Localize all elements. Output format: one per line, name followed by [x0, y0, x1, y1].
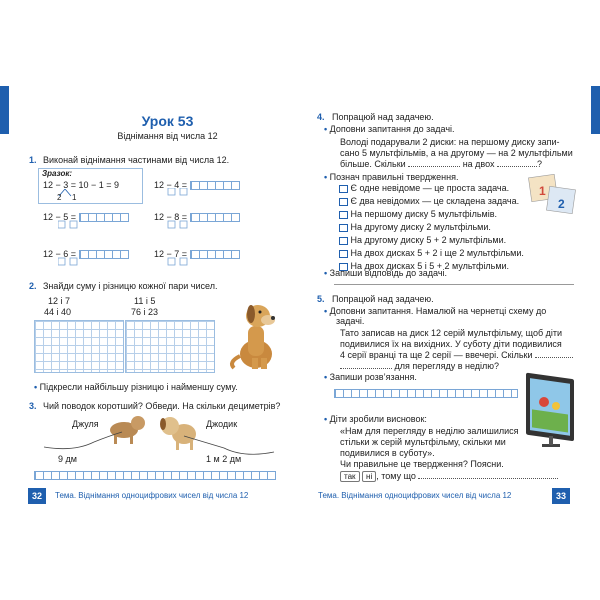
answer-line[interactable] [334, 284, 574, 285]
dog-name-1: Джуля [72, 419, 99, 429]
tv-illustration [522, 368, 578, 454]
left-edge-tab [0, 86, 9, 134]
item-12-5: 12 − 5 = [43, 212, 129, 223]
fill-blank-5[interactable] [418, 478, 558, 479]
sample-split-a: 2 [57, 193, 62, 202]
answer-yes[interactable]: так [340, 471, 360, 482]
statement-row[interactable]: На першому диску 5 мультфільмів. [339, 209, 524, 222]
task-4-bullet-2: • Познач правильні твердження. [324, 172, 459, 182]
task-3-number: 3. [29, 401, 37, 411]
task-5-story-1: Тато записав на диск 12 серій мультфільму, щоб діти [340, 328, 563, 338]
work-grid-left[interactable] [34, 320, 124, 373]
statement-row[interactable]: На другому диску 2 мультфільми. [339, 222, 524, 235]
task-5-story-2: подивилися їх на вихідних. У суботу діти подивилися [340, 339, 562, 349]
fill-blank-2[interactable] [497, 166, 537, 167]
quote-line-2: стільки ж серій мультфільму, скільки ми [340, 437, 506, 447]
fill-blank-1[interactable] [408, 166, 460, 167]
item-12-8: 12 − 8 = [154, 212, 240, 223]
statement-row[interactable]: Є два невідомих — це складена задача. [339, 196, 524, 209]
checkbox[interactable] [339, 237, 348, 245]
footer-topic-right: Тема. Віднімання одноцифрових чисел від числа 12 [318, 491, 512, 500]
pair-left-2: 44 і 40 [44, 307, 72, 317]
lesson-title: Урок 53 [141, 113, 194, 129]
quote-line-1: «Нам для перегляду в неділю залишилися [340, 426, 519, 436]
task-2-text: Знайди суму і різницю кожної пари чисел. [43, 281, 218, 291]
leash-length-1: 9 дм [58, 454, 77, 464]
fill-blank-4[interactable] [340, 368, 392, 369]
task-5-bullet-1: • Доповни запитання. Намалюй на чернетці схему до [324, 306, 547, 316]
task-4-story-line-2: сано 5 мультфільмів, а на другому — на 2 мультфільми [340, 148, 573, 158]
disc-label-2: 2 [558, 197, 565, 211]
dog-name-2: Джодик [206, 419, 238, 429]
fill-blank-3[interactable] [535, 357, 573, 358]
task-5-text: Попрацюй над задачею. [332, 294, 434, 304]
task-4-text: Попрацюй над задачею. [332, 112, 434, 122]
right-edge-tab [591, 86, 600, 134]
task-2-number: 2. [29, 281, 37, 291]
task-5-bullet-1-cont: задачі. [336, 316, 365, 326]
task-4-bullet-3: • Запиши відповідь до задачі. [324, 268, 448, 278]
work-grid-right[interactable] [125, 320, 215, 373]
task-4-story-line-1: Володі подарували 2 диски: на першому диску запи- [340, 137, 560, 147]
task-5-story-4: для перегляду в неділю? [340, 361, 499, 372]
statements-list [339, 183, 524, 274]
item-12-4: 12 − 4 = [154, 180, 240, 191]
leash-length-2: 1 м 2 дм [206, 454, 242, 464]
statement-row[interactable]: На двох дисках 5 + 2 і ще 2 мультфільми. [339, 248, 524, 261]
task-2-note: • Підкресли найбільшу різницю і найменшу суму. [34, 382, 238, 392]
task-4-number: 4. [317, 112, 325, 122]
pair-right-1: 11 і 5 [134, 296, 156, 306]
pair-right-2: 76 і 23 [131, 307, 159, 317]
solution-cells[interactable] [334, 385, 518, 403]
task-4-bullet-1: • Доповни запитання до задачі. [324, 124, 455, 134]
page-number-left: 32 [28, 488, 46, 504]
page-number-right: 33 [552, 488, 570, 504]
sample-label: Зразок: [42, 169, 73, 178]
item-12-6: 12 − 6 = [43, 249, 129, 260]
task-3-answer-cells[interactable] [34, 467, 276, 485]
task-5-question: Чи правильне це твердження? Поясни. [340, 459, 504, 469]
sample-equation: 12 − 3 = 10 − 1 = 9 [43, 180, 120, 190]
task-5-story-3: 4 серії вранці та ще 2 серії — ввечері. Скільки [340, 350, 573, 361]
disc-label-1: 1 [539, 184, 546, 198]
quote-line-3: подивилися в суботу». [340, 448, 435, 458]
task-5-bullet-3: • Діти зробили висновок: [324, 414, 427, 424]
checkbox[interactable] [339, 250, 348, 258]
checkbox[interactable] [339, 198, 348, 206]
discs-illustration [528, 174, 578, 216]
checkbox[interactable] [339, 224, 348, 232]
statement-row[interactable]: На двох дисках 5 і 5 + 2 мультфільми. [339, 261, 524, 274]
statement-row[interactable]: На другому диску 5 + 2 мультфільми. [339, 235, 524, 248]
task-5-number: 5. [317, 294, 325, 304]
checkbox[interactable] [339, 185, 348, 193]
answer-no[interactable]: ні [362, 471, 376, 482]
sample-split-b: 1 [72, 193, 77, 202]
checkbox[interactable] [339, 211, 348, 219]
footer-topic-left: Тема. Віднімання одноцифрових чисел від числа 12 [55, 491, 249, 500]
split-boxes [58, 188, 198, 278]
task-1-number: 1. [29, 155, 37, 165]
task-1-text: Виконай віднімання частинами від числа 12. [43, 155, 230, 165]
statement-row[interactable]: Є одне невідоме — це проста задача. [339, 183, 524, 196]
lesson-subtitle: Віднімання від числа 12 [117, 131, 218, 141]
task-5-answer-row: так ні , тому що [340, 471, 558, 482]
task-3-text: Чий поводок коротший? Обведи. На скільки дециметрів? [43, 401, 281, 411]
task-5-bullet-2: • Запиши розв’язання. [324, 372, 417, 382]
task-4-story-line-3: більше. Скільки на двох ? [340, 159, 543, 169]
item-12-7: 12 − 7 = [154, 249, 240, 260]
sitting-dog-illustration [226, 296, 288, 370]
pair-left-1: 12 і 7 [48, 296, 71, 306]
